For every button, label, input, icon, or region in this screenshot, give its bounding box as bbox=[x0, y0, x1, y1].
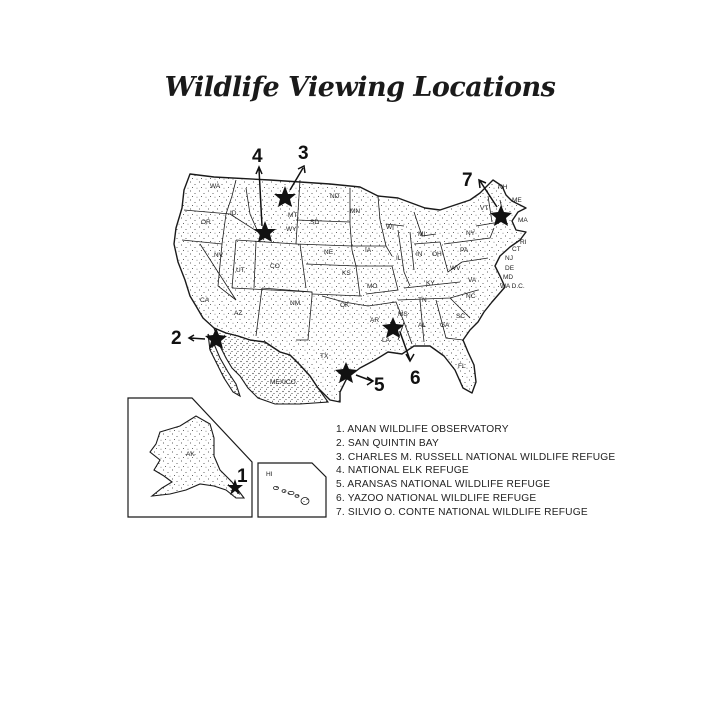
marker-number: 1 bbox=[237, 466, 248, 487]
marker-number: 6 bbox=[410, 368, 421, 389]
label-ca: CA bbox=[200, 297, 210, 304]
label-ga: GA bbox=[440, 322, 450, 329]
label-vt: VT bbox=[480, 205, 489, 212]
arrow-icon bbox=[189, 335, 205, 341]
label-wv: WV bbox=[450, 265, 461, 272]
label-mo: MO bbox=[367, 283, 378, 290]
label-ne: NE bbox=[324, 249, 334, 256]
label-tn: TN bbox=[418, 297, 427, 304]
label-tx: TX bbox=[320, 353, 329, 360]
label-nm: NM bbox=[290, 300, 301, 307]
label-nv: NV bbox=[214, 252, 224, 259]
legend-item-5: 5. ARANSAS NATIONAL WILDLIFE REFUGE bbox=[336, 479, 551, 491]
label-nc: NC bbox=[466, 293, 476, 300]
map-title: Wildlife Viewing Locations bbox=[164, 72, 556, 103]
label-ia: IA bbox=[365, 247, 372, 254]
label-mexico: MEXICO bbox=[270, 379, 296, 386]
label-nd: ND bbox=[330, 193, 340, 200]
label-la: LA bbox=[382, 337, 390, 344]
label-ri: RI bbox=[520, 239, 527, 246]
label-pa: PA bbox=[460, 247, 469, 254]
label-ky: KY bbox=[426, 280, 435, 287]
label-wi: WI bbox=[386, 224, 394, 231]
label-ct: CT bbox=[512, 246, 521, 253]
label-oh: OH bbox=[432, 251, 442, 258]
label-nh: NH bbox=[498, 184, 508, 191]
label-nj: NJ bbox=[505, 255, 513, 262]
label-de: DE bbox=[505, 265, 515, 272]
label-az: AZ bbox=[234, 310, 243, 317]
marker-number: 7 bbox=[462, 170, 473, 191]
label-mt: MT bbox=[288, 212, 298, 219]
label-mi: MI bbox=[418, 231, 426, 238]
marker-number: 3 bbox=[298, 143, 309, 164]
legend-item-3: 3. CHARLES M. RUSSELL NATIONAL WILDLIFE REFUGE bbox=[336, 451, 616, 463]
label-ar: AR bbox=[370, 317, 380, 324]
legend-item-6: 6. YAZOO NATIONAL WILDLIFE REFUGE bbox=[336, 492, 537, 504]
marker-number: 2 bbox=[171, 328, 182, 349]
legend-item-1: 1. ANAN WILDLIFE OBSERVATORY bbox=[336, 424, 509, 435]
hawaii-islands bbox=[274, 486, 310, 504]
legend-item-7: 7. SILVIO O. CONTE NATIONAL WILDLIFE REFUGE bbox=[336, 506, 588, 518]
label-ok: OK bbox=[340, 302, 350, 309]
label-ks: KS bbox=[342, 270, 351, 277]
label-me: ME bbox=[512, 197, 522, 204]
label-or: OR bbox=[201, 219, 211, 226]
label-va: VA bbox=[468, 277, 477, 284]
label-wadc: WA D.C. bbox=[500, 283, 525, 290]
label-id: ID bbox=[230, 210, 237, 217]
locations-legend bbox=[336, 423, 615, 520]
label-wa: WA bbox=[210, 183, 221, 190]
label-md: MD bbox=[503, 274, 514, 281]
label-in: IN bbox=[416, 251, 423, 258]
arrow-icon bbox=[356, 375, 373, 385]
marker-number: 4 bbox=[252, 146, 263, 167]
marker-number: 5 bbox=[374, 375, 385, 396]
label-ms: MS bbox=[398, 311, 408, 318]
label-il: IL bbox=[396, 255, 402, 262]
label-ny: NY bbox=[466, 230, 476, 237]
label-fl: FL bbox=[458, 363, 466, 370]
label-mn: MN bbox=[350, 208, 361, 215]
label-hi: HI bbox=[266, 471, 273, 478]
label-ut: UT bbox=[236, 267, 245, 274]
label-sc: SC bbox=[456, 313, 466, 320]
label-wy: WY bbox=[286, 226, 297, 233]
label-sd: SD bbox=[310, 219, 320, 226]
label-ak: AK bbox=[186, 451, 195, 458]
label-al: AL bbox=[418, 322, 426, 329]
label-ma: MA bbox=[518, 217, 528, 224]
legend-item-4: 4. NATIONAL ELK REFUGE bbox=[336, 465, 469, 477]
label-co: CO bbox=[270, 263, 280, 270]
legend-item-2: 2. SAN QUINTIN BAY bbox=[336, 437, 440, 449]
